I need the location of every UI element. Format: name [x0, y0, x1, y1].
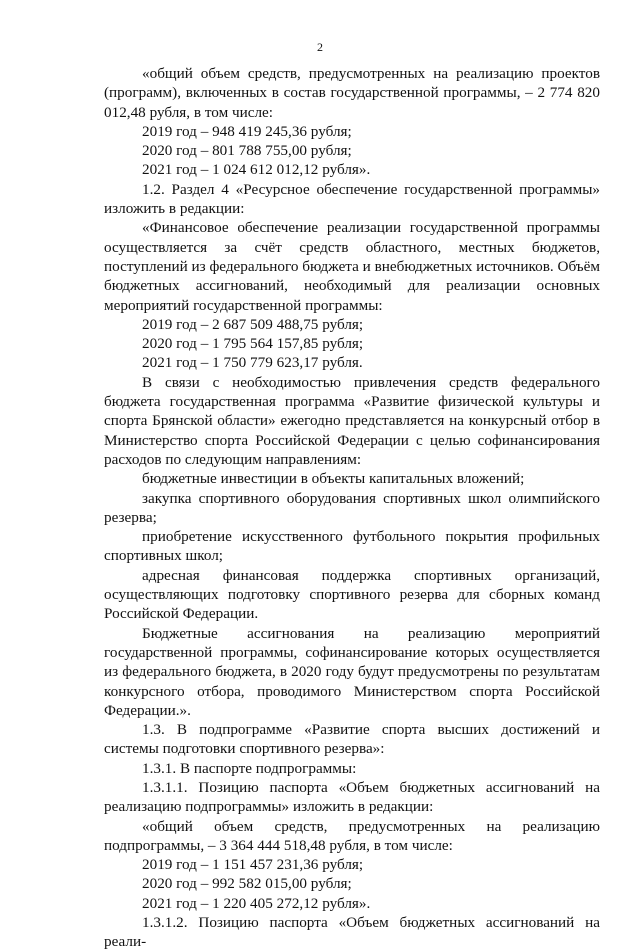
paragraph: «общий объем средств, предусмотренных на реализацию подпрограммы, – 3 364 444 518,48 рубля, в том числе: [104, 817, 600, 854]
paragraph: 2019 год – 2 687 509 488,75 рубля; [142, 315, 364, 333]
paragraph: 2019 год – 948 419 245,36 рубля; [142, 122, 352, 140]
paragraph: В связи с необходимостью привлечения средств федерального бюджета государственная программа «Развитие физической культуры и спорта Брянской области» ежегодно представляется на конкурсный отбор в Министерство спорта Российской Федерации с целью софинансирования расходов по следующим направлениям: [104, 373, 600, 468]
paragraph: «общий объем средств, предусмотренных на реализацию проектов (программ), включенных в состав государственной программы, – 2 774 820 012,48 рубля, в том числе: [104, 65, 600, 121]
paragraph: 1.3.1. В паспорте подпрограммы: [142, 759, 357, 777]
paragraph: бюджетные инвестиции в объекты капитальных вложений; [142, 470, 525, 488]
paragraph: 1.2. Раздел 4 «Ресурсное обеспечение государственной программы» изложить в редакции: [104, 180, 600, 218]
paragraph: закупка спортивного оборудования спортивных школ олимпийского резерва; [104, 489, 600, 526]
page-number: 2 [317, 40, 323, 54]
paragraph: 2019 год – 1 151 457 231,36 рубля; [142, 856, 364, 874]
paragraph: «Финансовое обеспечение реализации государственной программы осуществляется за счёт средств областного, местных бюджетов, поступлений из федерального бюджета и внебюджетных источников. Объём бюджетных ассигнований, необходимый для реализации основных мероприятий государственной программы: [104, 219, 600, 314]
paragraph: 1.3.1.1. Позицию паспорта «Объем бюджетных ассигнований на реализацию подпрограммы» изложить в редакции: [104, 778, 600, 816]
document-body [104, 64, 600, 952]
paragraph: 1.3.1.2. Позицию паспорта «Объем бюджетных ассигнований на реали- [104, 914, 600, 951]
paragraph: 2021 год – 1 750 779 623,17 рубля. [142, 354, 363, 372]
paragraph: 2021 год – 1 220 405 272,12 рубля». [142, 894, 371, 912]
paragraph: 1.3. В подпрограмме «Развитие спорта высших достижений и системы подготовки спортивного резерва»: [104, 721, 600, 758]
paragraph: 2020 год – 801 788 755,00 рубля; [142, 142, 352, 160]
paragraph: 2020 год – 992 582 015,00 рубля; [142, 875, 352, 893]
paragraph: Бюджетные ассигнования на реализацию мероприятий государственной программы, софинансирование которых осуществляется из федерального бюджета, в 2020 году будут предусмотрены по результатам конкурсного отбора, проводимого Министерством спорта Российской Федерации.». [104, 624, 600, 719]
paragraph: адресная финансовая поддержка спортивных организаций, осуществляющих подготовку спортивного резерва для сборных команд Российской Федерации. [104, 566, 600, 623]
paragraph: 2020 год – 1 795 564 157,85 рубля; [142, 335, 364, 353]
paragraph: 2021 год – 1 024 612 012,12 рубля». [142, 161, 371, 179]
paragraph: приобретение искусственного футбольного покрытия профильных спортивных школ; [104, 528, 600, 565]
